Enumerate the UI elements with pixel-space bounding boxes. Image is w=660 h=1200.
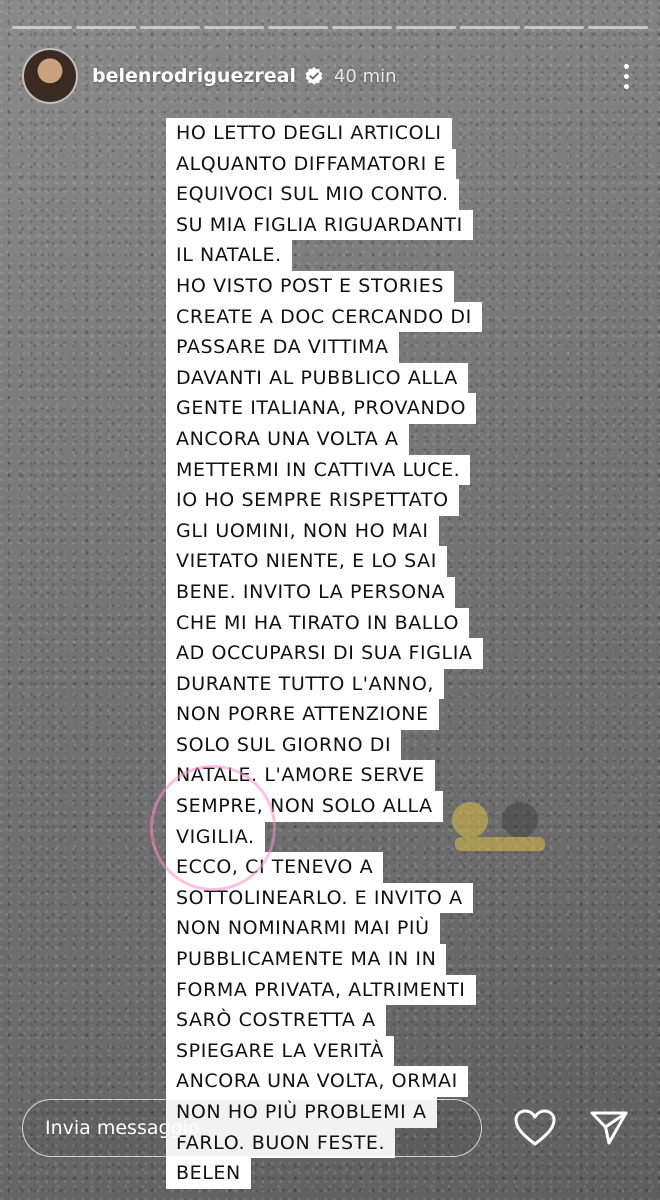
more-options-icon[interactable] xyxy=(614,56,638,96)
progress-segment xyxy=(76,26,136,29)
story-text-line: SU MIA FIGLIA RIGUARDANTI xyxy=(166,210,473,241)
story-text-line: VIGILIA. xyxy=(166,822,265,853)
story-progress-bar xyxy=(12,26,648,29)
progress-segment xyxy=(332,26,392,29)
story-text-line: ECCO, CI TENEVO A xyxy=(166,852,383,883)
progress-segment xyxy=(268,26,328,29)
story-text-line: PUBBLICAMENTE MA IN IN xyxy=(166,944,446,975)
story-text-line: GENTE ITALIANA, PROVANDO xyxy=(166,393,476,424)
story-text-line: SOLO SUL GIORNO DI xyxy=(166,730,401,761)
story-text-line: NON PORRE ATTENZIONE xyxy=(166,699,439,730)
story-text-line: AD OCCUPARSI DI SUA FIGLIA xyxy=(166,638,483,669)
send-icon[interactable] xyxy=(586,1105,632,1151)
story-text-line: NON HO PIÙ PROBLEMI A xyxy=(166,1097,437,1128)
story-text-line: CREATE A DOC CERCANDO DI xyxy=(166,302,482,333)
story-footer xyxy=(22,1098,638,1158)
story-text-line: IL NATALE. xyxy=(166,240,292,271)
story-text-line: IO HO SEMPRE RISPETTATO xyxy=(166,485,459,516)
progress-segment xyxy=(588,26,648,29)
story-text-line: HO VISTO POST E STORIES xyxy=(166,271,454,302)
story-text-line: EQUIVOCI SUL MIO CONTO. xyxy=(166,179,459,210)
story-text-line: NON NOMINARMI MAI PIÙ xyxy=(166,913,440,944)
progress-segment xyxy=(524,26,584,29)
verified-badge-icon xyxy=(304,66,324,86)
story-text-line: SEMPRE, NON SOLO ALLA xyxy=(166,791,443,822)
story-text-line: NATALE. L'AMORE SERVE xyxy=(166,760,435,791)
progress-segment xyxy=(204,26,264,29)
story-text-line: ANCORA UNA VOLTA A xyxy=(166,424,409,455)
story-text-line: CHE MI HA TIRATO IN BALLO xyxy=(166,608,469,639)
story-text-line: PASSARE DA VITTIMA xyxy=(166,332,399,363)
story-text-line: HO LETTO DEGLI ARTICOLI xyxy=(166,118,452,149)
message-placeholder: Invia messaggio xyxy=(45,1117,200,1139)
story-text-line: SPIEGARE LA VERITÀ xyxy=(166,1036,394,1067)
story-text-line: SOTTOLINEARLO. E INVITO A xyxy=(166,883,473,914)
story-text-line: BENE. INVITO LA PERSONA xyxy=(166,577,455,608)
story-text-line: VIETATO NIENTE, E LO SAI xyxy=(166,546,447,577)
story-text-line: GLI UOMINI, NON HO MAI xyxy=(166,516,439,547)
story-text-line: FORMA PRIVATA, ALTRIMENTI xyxy=(166,975,476,1006)
progress-segment xyxy=(460,26,520,29)
username[interactable]: belenrodriguezreal xyxy=(92,65,296,87)
story-text-line: DURANTE TUTTO L'ANNO, xyxy=(166,669,444,700)
story-text-line: ALQUANTO DIFFAMATORI E xyxy=(166,149,456,180)
post-time: 40 min xyxy=(333,65,397,87)
story-text-line: FARLO. BUON FESTE. xyxy=(166,1128,395,1159)
story-header xyxy=(22,46,638,106)
heart-icon[interactable] xyxy=(512,1105,558,1151)
story-text-line: METTERMI IN CATTIVA LUCE. xyxy=(166,455,470,486)
avatar[interactable] xyxy=(22,48,78,104)
progress-segment xyxy=(140,26,200,29)
progress-segment xyxy=(396,26,456,29)
story-text-card xyxy=(166,112,494,1195)
story-text-line: BELEN xyxy=(166,1158,251,1189)
story-text-line: SARÒ COSTRETTA A xyxy=(166,1005,386,1036)
story-text-line: DAVANTI AL PUBBLICO ALLA xyxy=(166,363,468,394)
progress-segment xyxy=(12,26,72,29)
message-input[interactable] xyxy=(22,1099,482,1157)
story-text-line: ANCORA UNA VOLTA, ORMAI xyxy=(166,1066,468,1097)
